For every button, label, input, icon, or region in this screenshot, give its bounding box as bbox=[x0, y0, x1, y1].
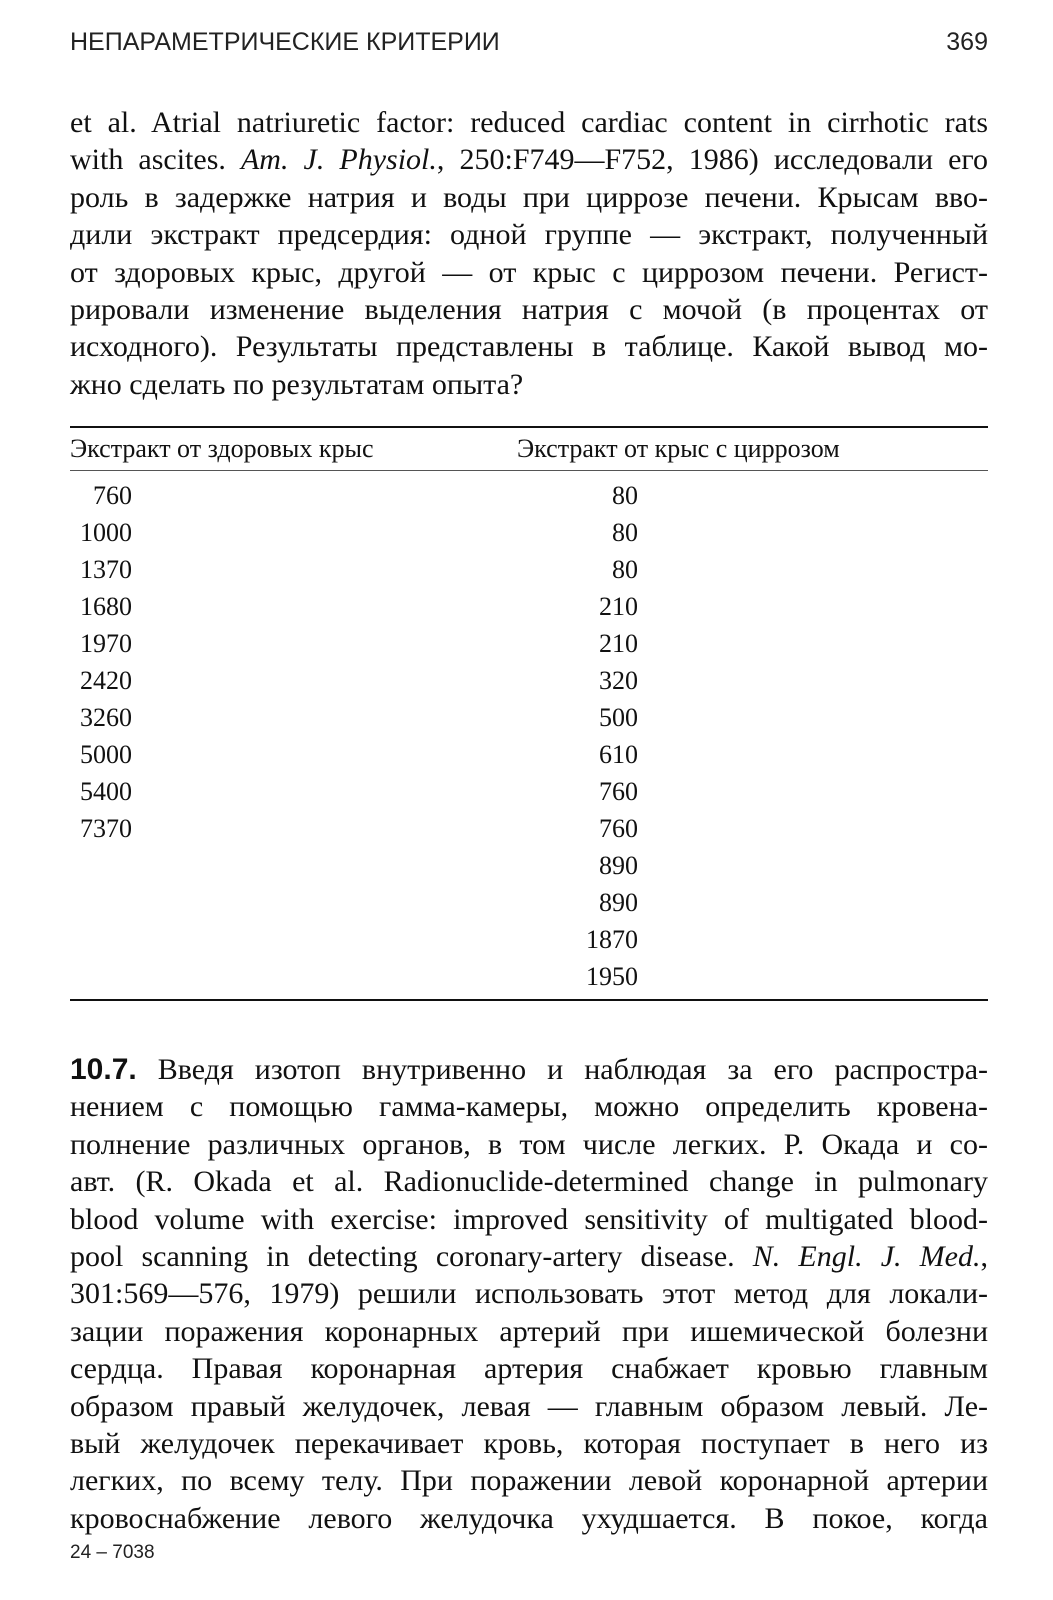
problem-number: 10.7. bbox=[70, 1053, 137, 1086]
cell-cirrhosis: 80 bbox=[612, 517, 638, 547]
cell-healthy: 1370 bbox=[80, 554, 132, 584]
paragraph-problem-10-7 bbox=[70, 1051, 988, 1537]
text-line: нением с помощью гамма-камеры, можно определить кровена- bbox=[70, 1090, 988, 1124]
table-row bbox=[70, 773, 988, 810]
text-line: et al. Atrial natriuretic factor: reduced cardiac content in cirrhotic rats bbox=[70, 106, 988, 139]
text-line: образом правый желудочек, левая — главным образом левый. Ле- bbox=[70, 1389, 988, 1423]
cell-healthy: 7370 bbox=[80, 813, 132, 843]
table-row bbox=[70, 847, 988, 884]
text-line: дили экстракт предсердия: одной группе — экстракт, полученный bbox=[70, 218, 988, 252]
table-row bbox=[70, 958, 988, 995]
table-header-row bbox=[70, 428, 988, 470]
table-row bbox=[70, 625, 988, 662]
citation-text: , bbox=[980, 1240, 988, 1274]
cell-healthy: 1970 bbox=[80, 628, 132, 658]
text-line: жно сделать по результатам опыта? bbox=[70, 367, 524, 401]
text-line bbox=[70, 141, 988, 178]
cell-cirrhosis: 890 bbox=[599, 887, 638, 917]
paragraph-problem-10-6-continued bbox=[70, 104, 988, 403]
text-line: от здоровых крыс, другой — от крыс с циррозом печени. Регист- bbox=[70, 255, 988, 289]
text-line: рировали изменение выделения натрия с мочой (в процентах от bbox=[70, 293, 988, 327]
cell-cirrhosis: 1950 bbox=[586, 961, 638, 991]
text-line: полнение различных органов, в том числе легких. Р. Окада и со- bbox=[70, 1127, 988, 1161]
page-number: 369 bbox=[946, 27, 988, 56]
table-row bbox=[70, 551, 988, 588]
text-line: кровоснабжение левого желудочка ухудшается. В покое, когда bbox=[70, 1501, 988, 1535]
cell-healthy: 2420 bbox=[80, 665, 132, 695]
cell-cirrhosis: 760 bbox=[599, 776, 638, 806]
cell-cirrhosis: 760 bbox=[599, 813, 638, 843]
text-line: сердца. Правая коронарная артерия снабжает кровью главным bbox=[70, 1352, 988, 1386]
table-row bbox=[70, 662, 988, 699]
table-bottom-rule bbox=[70, 999, 988, 1001]
text-line: blood volume with exercise: improved sensitivity of multigated blood- bbox=[70, 1202, 988, 1236]
journal-name: N. Engl. J. Med. bbox=[752, 1240, 981, 1274]
cell-healthy: 1680 bbox=[80, 591, 132, 621]
table-row bbox=[70, 884, 988, 921]
cell-cirrhosis: 320 bbox=[599, 665, 638, 695]
text-line: исходного). Результаты представлены в таблице. Какой вывод мо- bbox=[70, 330, 988, 364]
cell-healthy: 5400 bbox=[80, 776, 132, 806]
table-row bbox=[70, 921, 988, 958]
table-body bbox=[70, 471, 988, 999]
citation-text: with ascites. bbox=[70, 143, 241, 177]
citation-text: pool scanning in detecting coronary-artery disease. bbox=[70, 1240, 753, 1274]
text-line: зации поражения коронарных артерий при ишемической болезни bbox=[70, 1314, 988, 1348]
text-line: вый желудочек перекачивает кровь, которая поступает в него из bbox=[70, 1427, 988, 1461]
text-line: авт. (R. Okada et al. Radionuclide-determined change in pulmonary bbox=[70, 1165, 988, 1199]
table-row bbox=[70, 810, 988, 847]
cell-healthy: 3260 bbox=[80, 702, 132, 732]
running-header bbox=[70, 20, 988, 64]
cell-cirrhosis: 500 bbox=[599, 702, 638, 732]
chapter-title: НЕПАРАМЕТРИЧЕСКИЕ КРИТЕРИИ bbox=[70, 27, 500, 56]
table-row bbox=[70, 699, 988, 736]
table-row bbox=[70, 514, 988, 551]
column-header-cirrhosis: Экстракт от крыс с циррозом bbox=[517, 434, 840, 463]
cell-healthy: 760 bbox=[93, 480, 132, 510]
text-line: роль в задержке натрия и воды при циррозе печени. Крысам вво- bbox=[70, 180, 988, 214]
cell-cirrhosis: 1870 bbox=[586, 924, 638, 954]
cell-cirrhosis: 80 bbox=[612, 554, 638, 584]
table-row bbox=[70, 736, 988, 773]
cell-cirrhosis: 890 bbox=[599, 850, 638, 880]
text-line: легких, по всему телу. При поражении левой коронарной артерии bbox=[70, 1464, 988, 1498]
cell-cirrhosis: 210 bbox=[599, 591, 638, 621]
cell-healthy: 1000 bbox=[80, 517, 132, 547]
cell-cirrhosis: 610 bbox=[599, 739, 638, 769]
cell-cirrhosis: 80 bbox=[612, 480, 638, 510]
journal-name: Am. J. Physiol. bbox=[240, 143, 437, 177]
text-line bbox=[70, 1051, 988, 1088]
problem-text: Введя изотоп внутривенно и наблюдая за его распростра- bbox=[136, 1053, 988, 1086]
text-line bbox=[70, 1238, 988, 1275]
citation-text: , 250:F749—F752, 1986) исследовали его bbox=[436, 143, 988, 177]
table-row bbox=[70, 588, 988, 625]
data-table bbox=[70, 426, 988, 1001]
table-row bbox=[70, 477, 988, 514]
text-line: 301:569—576, 1979) решили использовать этот метод для локали- bbox=[70, 1277, 988, 1311]
column-header-healthy: Экстракт от здоровых крыс bbox=[70, 434, 374, 463]
cell-healthy: 5000 bbox=[80, 739, 132, 769]
printer-signature: 24 – 7038 bbox=[70, 1542, 155, 1563]
cell-cirrhosis: 210 bbox=[599, 628, 638, 658]
